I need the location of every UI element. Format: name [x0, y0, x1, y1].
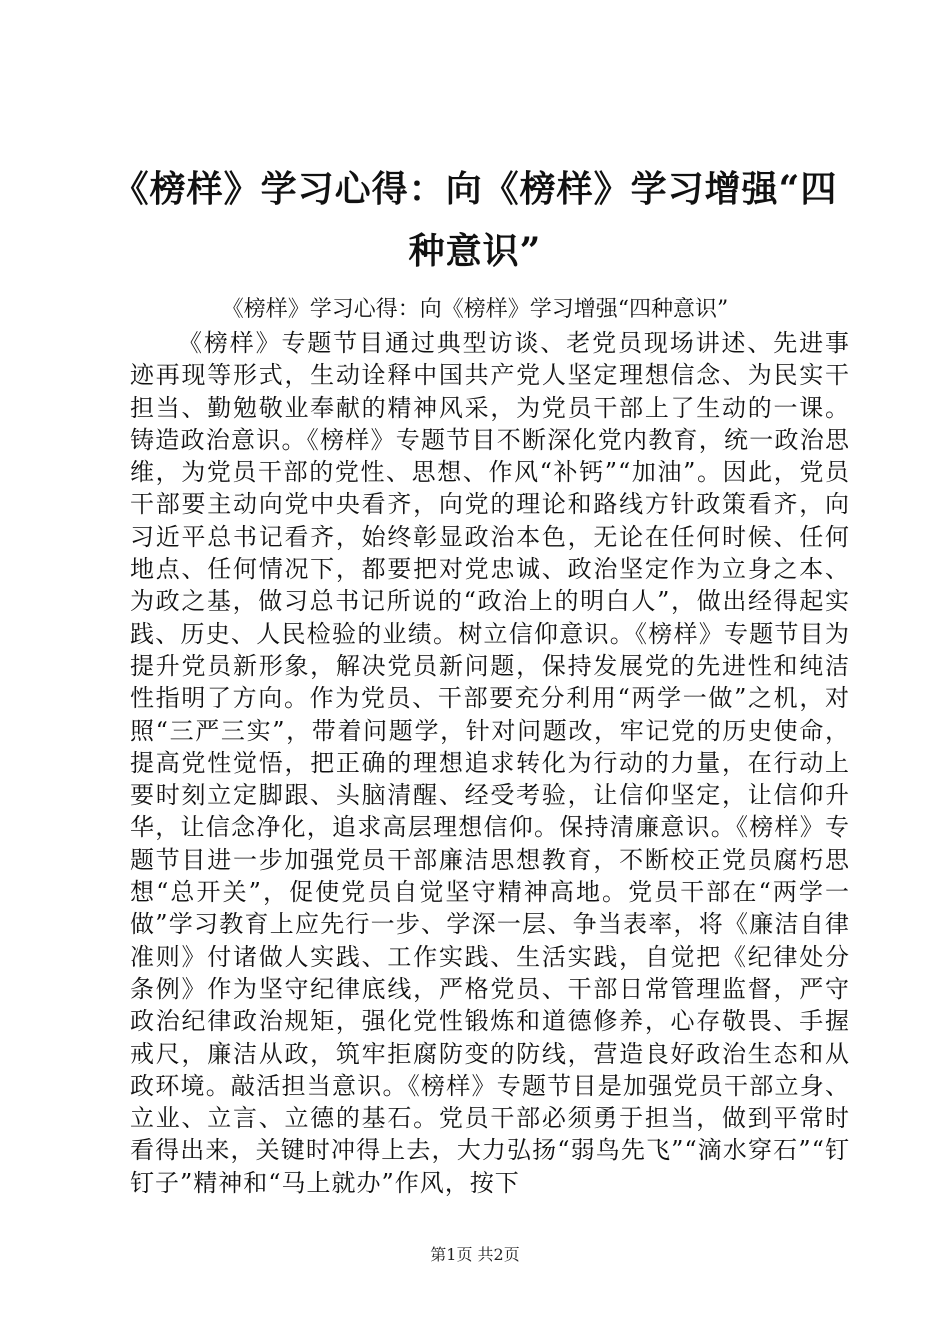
document-body-paragraph: 《榜样》专题节目通过典型访谈、老党员现场讲述、先进事迹再现等形式，生动诠释中国共产党人坚定理想信念、为民实干担当、勤勉敬业奉献的精神风采，为党员干部上了生动的一课。铸造政治意识。《榜样》专题节目不断深化党内教育，统一政治思维，为党员干部的党性、思想、作风“补钙”“加油”。因此，党员干部要主动向党中央看齐，向党的理论和路线方针政策看齐，向习近平总书记看齐，始终彰显政治本色，无论在任何时候、任何地点、任何情况下，都要把对党忠诚、政治坚定作为立身之本、为政之基，做习总书记所说的“政治上的明白人”，做出经得起实践、历史、人民检验的业绩。树立信仰意识。《榜样》专题节目为提升党员新形象，解决党员新问题，保持发展党的先进性和纯洁性指明了方向。作为党员、干部要充分利用“两学一做”之机，对照“三严三实”，带着问题学，针对问题改，牢记党的历史使命，提高党性觉悟，把正确的理想追求转化为行动的力量，在行动上要时刻立定脚跟、头脑清醒、经受考验，让信仰坚定，让信仰升华，让信念净化，追求高层理想信仰。保持清廉意识。《榜样》专题节目进一步加强党员干部廉洁思想教育，不断校正党员腐朽思想“总开关”，促使党员自觉坚守精神高地。党员干部在“两学一做”学习教育上应先行一步、学深一层、争当表率，将《廉洁自律准则》付诸做人实践、工作实践、生活实践，自觉把《纪律处分条例》作为坚守纪律底线，严格党员、干部日常管理监督，严守政治纪律政治规矩，强化党性锻炼和道德修养，心存敬畏、手握戒尺，廉洁从政，筑牢拒腐防变的防线，营造良好政治生态和从政环境。敲活担当意识。《榜样》专题节目是加强党员干部立身、立业、立言、立德的基石。党员干部必须勇于担当，做到平常时看得出来，关键时冲得上去，大力弘扬“弱鸟先飞”“滴水穿石”“钉钉子”精神和“马上就办”作风，按下 — [130, 329, 850, 1197]
document-title: 《榜样》学习心得：向《榜样》学习增强“四种意识” — [112, 168, 838, 272]
page-number-footer: 第1页 共2页 — [430, 1245, 520, 1264]
document-subtitle: 《榜样》学习心得：向《榜样》学习增强“四种意识” — [221, 297, 729, 322]
